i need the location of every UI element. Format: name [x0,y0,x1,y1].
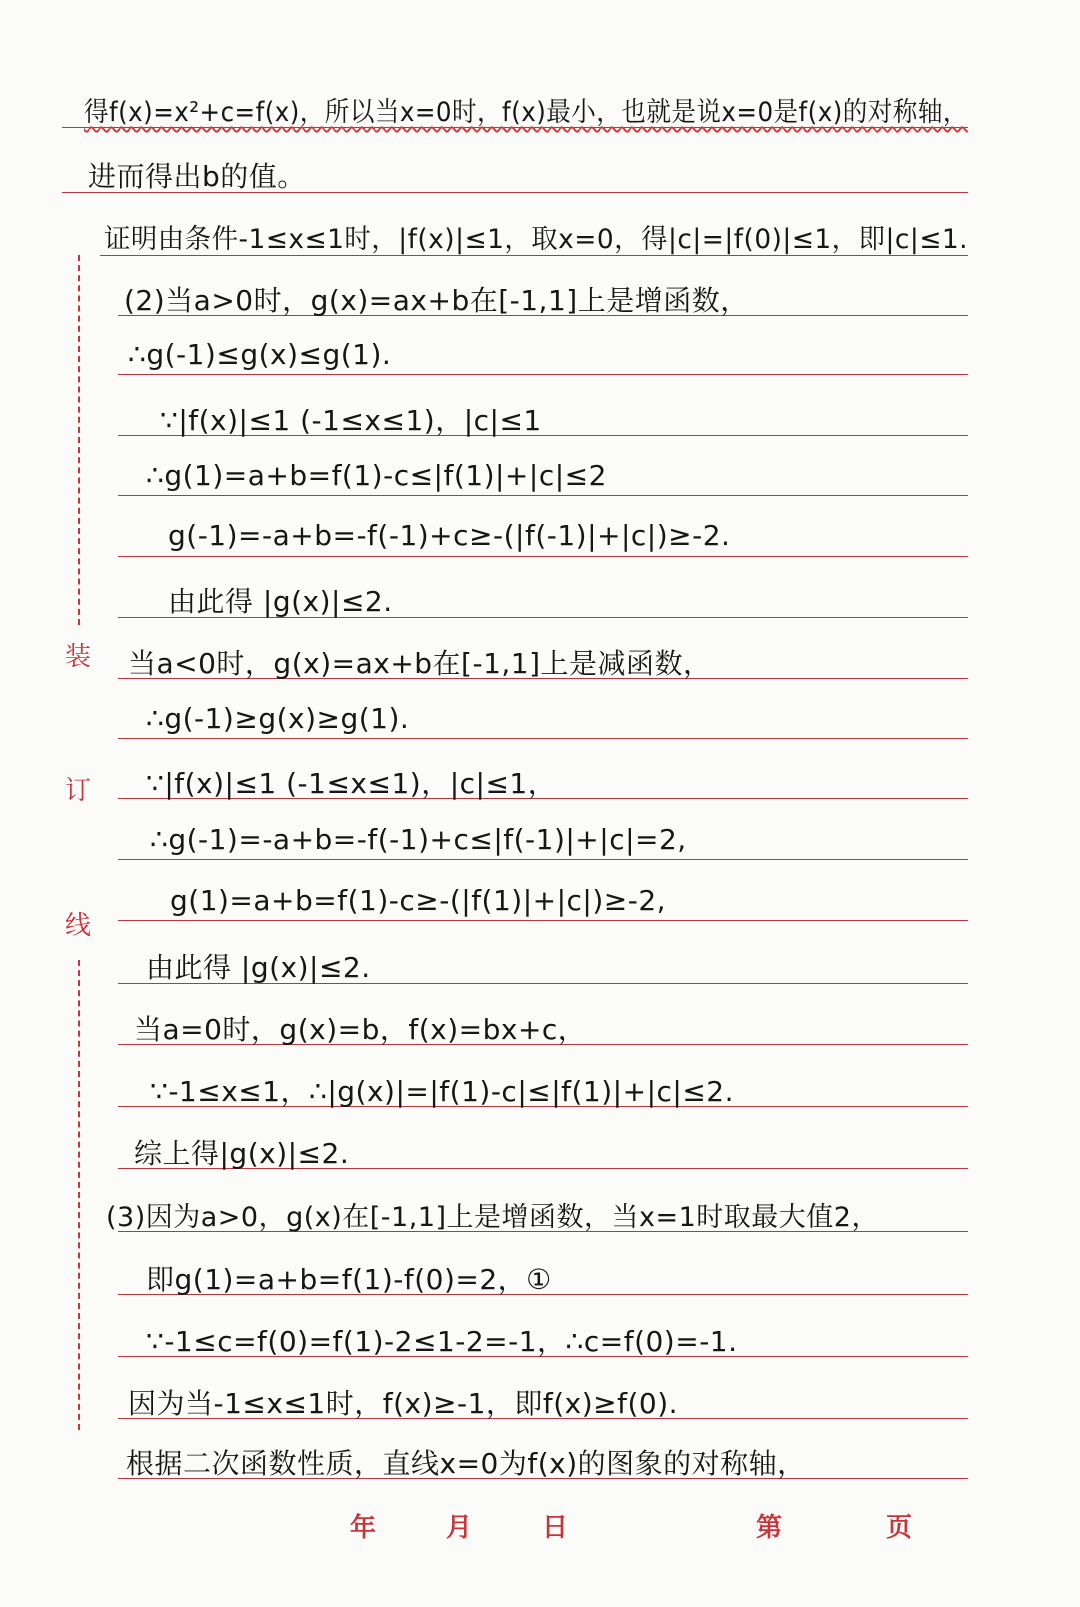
ruled-line [118,920,968,921]
handwritten-line-14: g(1)=a+b=f(1)-c≥-(|f(1)|+|c|)≥-2, [170,884,667,917]
handwritten-line-16: 当a=0时，g(x)=b，f(x)=bx+c， [134,1013,587,1046]
handwritten-line-4: (2)当a>0时，g(x)=ax+b在[-1,1]上是增函数， [124,284,749,317]
handwritten-line-13: ∴g(-1)=-a+b=-f(-1)+c≤|f(-1)|+|c|=2, [150,823,687,856]
footer-page-label: 页 [886,1513,913,1543]
handwritten-line-8: g(-1)=-a+b=-f(-1)+c≥-(|f(-1)|+|c|)≥-2. [168,519,731,552]
handwritten-line-1: 得f(x)=x²+c=f(x)，所以当x=0时，f(x)最小，也就是说x=0是f(x)的对称轴， [84,97,968,128]
handwritten-line-3: 证明由条件-1≤x≤1时，|f(x)|≤1，取x=0，得|c|=|f(0)|≤1，即|c|≤1. [104,224,969,255]
handwritten-line-6: ∵|f(x)|≤1 (-1≤x≤1)，|c|≤1 [160,404,542,437]
footer-day: 日 [542,1513,569,1543]
handwritten-line-7: ∴g(1)=a+b=f(1)-c≤|f(1)|+|c|≤2 [146,459,607,492]
ruled-line [118,374,968,375]
binding-char-ding: 订 [64,776,91,806]
handwritten-line-21: ∵-1≤c=f(0)=f(1)-2≤1-2=-1，∴c=f(0)=-1. [146,1325,738,1358]
handwritten-line-9: 由此得 |g(x)|≤2. [168,585,393,618]
footer-year: 年 [350,1513,377,1543]
binding-dashed-line-bottom [78,960,80,1430]
handwritten-line-15: 由此得 |g(x)|≤2. [146,951,371,984]
ruled-line [118,556,968,557]
footer-month: 月 [446,1513,473,1543]
ruled-line [118,859,968,860]
handwritten-line-20: 即g(1)=a+b=f(1)-f(0)=2，① [146,1263,552,1296]
ruled-line [118,495,968,496]
handwritten-line-23: 根据二次函数性质，直线x=0为f(x)的图象的对称轴， [126,1447,806,1480]
binding-char-xian: 线 [64,911,91,941]
handwritten-line-2: 进而得出b的值。 [88,160,306,193]
handwritten-line-11: ∴g(-1)≥g(x)≥g(1). [146,702,410,735]
handwritten-line-18: 综上得|g(x)|≤2. [134,1137,350,1170]
handwritten-line-17: ∵-1≤x≤1，∴|g(x)|=|f(1)-c|≤|f(1)|+|c|≤2. [150,1075,735,1108]
ruled-line [118,738,968,739]
handwritten-line-19: (3)因为a>0，g(x)在[-1,1]上是增函数，当x=1时取最大值2， [106,1202,879,1233]
binding-char-zhuang: 装 [64,642,91,672]
binding-dashed-line-top [78,255,80,625]
handwritten-line-22: 因为当-1≤x≤1时，f(x)≥-1，即f(x)≥f(0). [128,1387,679,1420]
handwritten-line-12: ∵|f(x)|≤1 (-1≤x≤1)，|c|≤1， [146,767,557,800]
footer-page-number-label: 第 [756,1513,783,1543]
handwritten-line-5: ∴g(-1)≤g(x)≤g(1). [128,338,392,371]
handwritten-line-10: 当a<0时，g(x)=ax+b在[-1,1]上是减函数， [128,647,712,680]
